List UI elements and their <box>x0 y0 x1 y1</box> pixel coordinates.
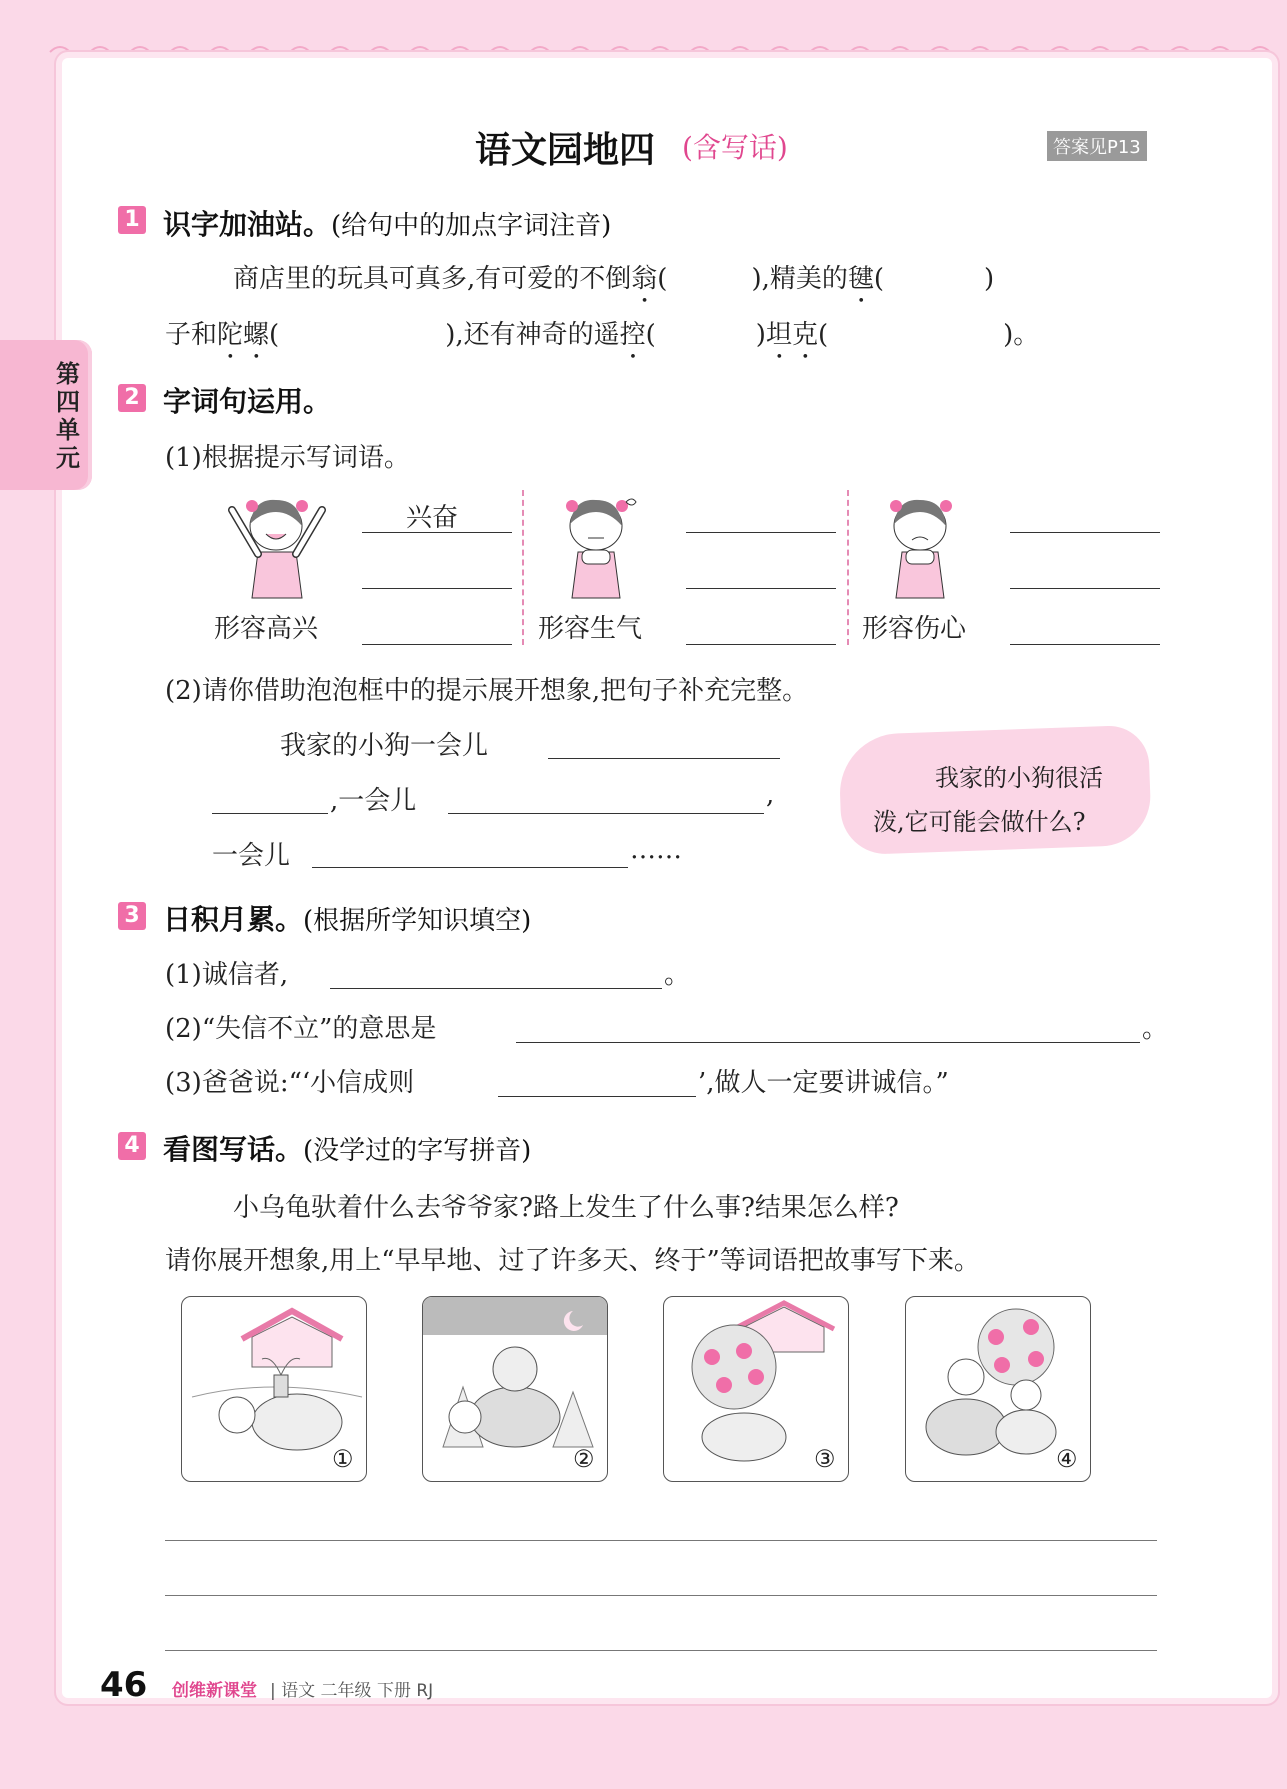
column-divider <box>522 490 524 645</box>
word-blank[interactable] <box>686 532 836 533</box>
example-answer-word: 兴奋 <box>406 503 459 533</box>
writing-line[interactable] <box>165 1540 1157 1541</box>
q1-dotted-word: 坦克 <box>765 320 818 350</box>
q3-item1-end: 。 <box>664 960 691 990</box>
q1-sentence-line1 <box>233 258 994 309</box>
picture-number: ① <box>332 1445 354 1473</box>
prompt-label-angry: 形容生气 <box>538 614 643 644</box>
q1-paren: ( <box>657 264 668 294</box>
story-picture-1 <box>181 1296 367 1482</box>
fill-blank[interactable] <box>498 1096 696 1097</box>
q3-item2: (2)“失信不立”的意思是 <box>165 1014 437 1044</box>
q1-heading <box>163 203 611 243</box>
writing-line[interactable] <box>165 1595 1157 1596</box>
q2-comma: , <box>766 780 775 810</box>
story-picture-4 <box>905 1296 1091 1482</box>
q1-text: 商店里的玩具可真多,有可爱的不倒 <box>233 264 632 294</box>
q3-item3: (3)爸爸说:“‘小信成则 <box>165 1068 415 1098</box>
book-brand: 创维新课堂 <box>172 1681 257 1701</box>
q1-dotted-word: 陀螺 <box>217 320 270 350</box>
q3-item2-end: 。 <box>1142 1014 1169 1044</box>
question-number-1: 1 <box>118 206 146 234</box>
prompt-label-happy: 形容高兴 <box>214 614 319 644</box>
book-info: | 语文 二年级 下册 RJ <box>270 1681 434 1701</box>
hint-bubble-line2: 泼,它可能会做什么? <box>873 808 1086 836</box>
fill-blank[interactable] <box>330 988 662 989</box>
picture-number: ④ <box>1056 1445 1078 1473</box>
q1-paren: ( <box>873 264 885 294</box>
word-blank[interactable] <box>1010 644 1160 645</box>
unit-label: 第四单元 <box>56 360 80 472</box>
column-divider <box>847 490 849 645</box>
page-number: 46 <box>100 1665 148 1705</box>
q1-sentence-line2 <box>165 314 1039 365</box>
q2-ellipsis: …… <box>630 835 682 865</box>
writing-line[interactable] <box>165 1650 1157 1651</box>
word-blank[interactable] <box>362 588 512 589</box>
q3-heading <box>163 898 531 938</box>
word-blank[interactable] <box>362 644 512 645</box>
q1-paren: ( <box>817 320 829 350</box>
story-picture-3 <box>663 1296 849 1482</box>
q1-paren: ) <box>984 264 995 294</box>
q4-instruction-line2: 请你展开想象,用上“早早地、过了许多天、终于”等词语把故事写下来。 <box>165 1246 980 1276</box>
q1-text: ),还有神奇的遥 <box>445 320 620 350</box>
q1-paren: ( <box>269 320 280 350</box>
question-number-3: 3 <box>118 902 146 930</box>
q2-title: 字词句运用。 <box>163 385 332 418</box>
q4-title: 看图写话。 <box>163 1133 304 1166</box>
hint-bubble-line1: 我家的小狗很活 <box>935 764 1103 792</box>
word-blank[interactable] <box>686 644 836 645</box>
answer-reference-badge: 答案见P13 <box>1047 131 1147 161</box>
q2-part1: (1)根据提示写词语。 <box>165 443 410 473</box>
word-blank[interactable] <box>362 532 512 533</box>
q1-note: (给句中的加点字词注音) <box>331 211 612 241</box>
angry-girl-illustration <box>548 490 648 600</box>
q1-paren: )。 <box>1003 320 1040 350</box>
q2-sentence-start: 我家的小狗一会儿 <box>280 731 489 761</box>
unit-side-tab <box>0 340 92 490</box>
happy-girl-illustration <box>218 490 336 600</box>
word-blank[interactable] <box>1010 588 1160 589</box>
q1-dotted-word: 控 <box>619 320 646 350</box>
q3-note: (根据所学知识填空) <box>303 906 532 936</box>
q1-text: ),精美的 <box>751 264 848 294</box>
sentence-blank[interactable] <box>548 758 780 759</box>
q3-item1: (1)诚信者, <box>165 960 289 990</box>
q2-sentence-mid: ,一会儿 <box>330 786 417 816</box>
picture-number: ② <box>573 1445 595 1473</box>
question-number-2: 2 <box>118 384 146 412</box>
prompt-label-sad: 形容伤心 <box>862 614 967 644</box>
fill-blank[interactable] <box>516 1042 1140 1043</box>
page-subtitle: (含写话) <box>682 131 788 164</box>
q4-note: (没学过的字写拼音) <box>303 1136 532 1166</box>
sentence-blank[interactable] <box>312 867 628 868</box>
q2-sentence-end: 一会儿 <box>212 841 291 871</box>
q3-title: 日积月累。 <box>163 903 304 936</box>
sentence-blank[interactable] <box>448 813 764 814</box>
q1-dotted-word: 毽 <box>847 264 874 294</box>
question-number-4: 4 <box>118 1132 146 1160</box>
story-picture-2 <box>422 1296 608 1482</box>
sad-girl-illustration <box>872 490 972 600</box>
sentence-blank[interactable] <box>212 813 328 814</box>
q2-part2: (2)请你借助泡泡框中的提示展开想象,把句子补充完整。 <box>165 676 809 706</box>
q4-heading <box>163 1128 531 1168</box>
q1-title: 识字加油站。 <box>163 208 332 241</box>
page-title: 语文园地四 <box>475 130 656 171</box>
q1-paren: ) <box>755 320 766 350</box>
word-blank[interactable] <box>1010 532 1160 533</box>
word-blank[interactable] <box>686 588 836 589</box>
picture-number: ③ <box>814 1445 836 1473</box>
q4-instruction-line1: 小乌龟驮着什么去爷爷家?路上发生了什么事?结果怎么样? <box>233 1193 899 1223</box>
q1-paren: ( <box>645 320 656 350</box>
q1-dotted-word: 翁 <box>631 264 658 294</box>
q3-item3-end: ’,做人一定要讲诚信。” <box>698 1068 949 1098</box>
q1-text: 子和 <box>165 320 218 350</box>
